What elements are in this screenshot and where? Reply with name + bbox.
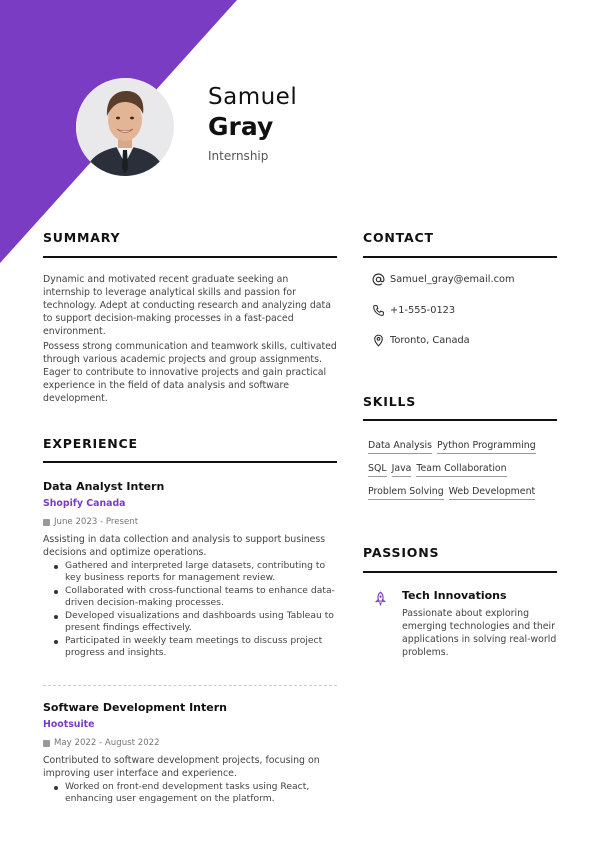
passion-title: Tech Innovations [402, 589, 507, 602]
list-item: Developed visualizations and dashboards using Tableau to present findings effectively. [43, 610, 337, 634]
contact-divider [363, 256, 557, 258]
passions-heading: PASSIONS [363, 545, 440, 560]
first-name: Samuel [208, 84, 298, 110]
calendar-icon [43, 740, 50, 747]
job-title: Data Analyst Intern [43, 480, 165, 493]
skill-tag: Problem Solving [368, 486, 444, 500]
experience-divider [43, 461, 337, 463]
contact-location [371, 333, 470, 347]
list-item: Worked on front-end development tasks using React, enhancing user engagement on the platform. [43, 781, 337, 805]
skill-tag: Java [392, 463, 412, 477]
phone-icon [371, 303, 385, 317]
job-description: Assisting in data collection and analysis to support business decisions and optimize operations. [43, 534, 326, 558]
contact-email [371, 272, 515, 286]
list-item: Collaborated with cross-functional teams to enhance data-driven decision-making processes. [43, 585, 337, 609]
avatar [76, 78, 174, 176]
job-dates [43, 738, 160, 748]
summary-paragraph-1: Dynamic and motivated recent graduate seeking an internship to leverage analytical skills and passion for technology. Adept at conducting research and analyzing data to support decision-making processes in a fast-paced environment. [43, 274, 331, 337]
rocket-icon [373, 591, 389, 607]
experience-heading: EXPERIENCE [43, 436, 138, 451]
location-pin-icon [371, 333, 385, 347]
skills-list [368, 440, 558, 509]
company-name: Shopify Canada [43, 498, 126, 509]
job-separator [43, 685, 337, 686]
job-title: Software Development Intern [43, 701, 227, 714]
contact-phone [371, 303, 455, 317]
list-item: Gathered and interpreted large datasets, contributing to key business reports for management review. [43, 560, 337, 584]
skill-tag: SQL [368, 463, 387, 477]
job-bullets [43, 560, 337, 660]
last-name: Gray [208, 112, 274, 141]
at-icon [371, 272, 385, 286]
skill-tag: Team Collaboration [416, 463, 506, 477]
contact-heading: CONTACT [363, 230, 434, 245]
job-dates [43, 517, 138, 527]
list-item: Participated in weekly team meetings to discuss project progress and insights. [43, 635, 337, 659]
job-dates-text: May 2022 - August 2022 [54, 738, 160, 748]
job-target: Internship [208, 149, 269, 163]
phone-text: +1-555-0123 [390, 304, 456, 316]
skills-heading: SKILLS [363, 394, 417, 409]
skills-divider [363, 419, 557, 421]
location-text: Toronto, Canada [390, 334, 470, 346]
calendar-icon [43, 519, 50, 526]
skill-tag: Data Analysis [368, 440, 432, 454]
company-name: Hootsuite [43, 719, 95, 730]
passion-description: Passionate about exploring emerging technologies and their applications in solving real-world problems. [402, 608, 557, 658]
summary-divider [43, 256, 337, 258]
email-text: Samuel_gray@email.com [390, 273, 515, 285]
passions-divider [363, 571, 557, 573]
skill-tag: Web Development [449, 486, 536, 500]
summary-paragraph-2: Possess strong communication and teamwork skills, cultivated through various academic projects and group assignments. Eager to contribute to innovative projects and gain practical experience in the field of data analysis and software development. [43, 341, 337, 404]
job-bullets [43, 781, 337, 806]
summary-heading: SUMMARY [43, 230, 121, 245]
skill-tag: Python Programming [437, 440, 536, 454]
job-dates-text: June 2023 - Present [54, 517, 139, 527]
job-description: Contributed to software development projects, focusing on improving user interface and experience. [43, 755, 320, 779]
